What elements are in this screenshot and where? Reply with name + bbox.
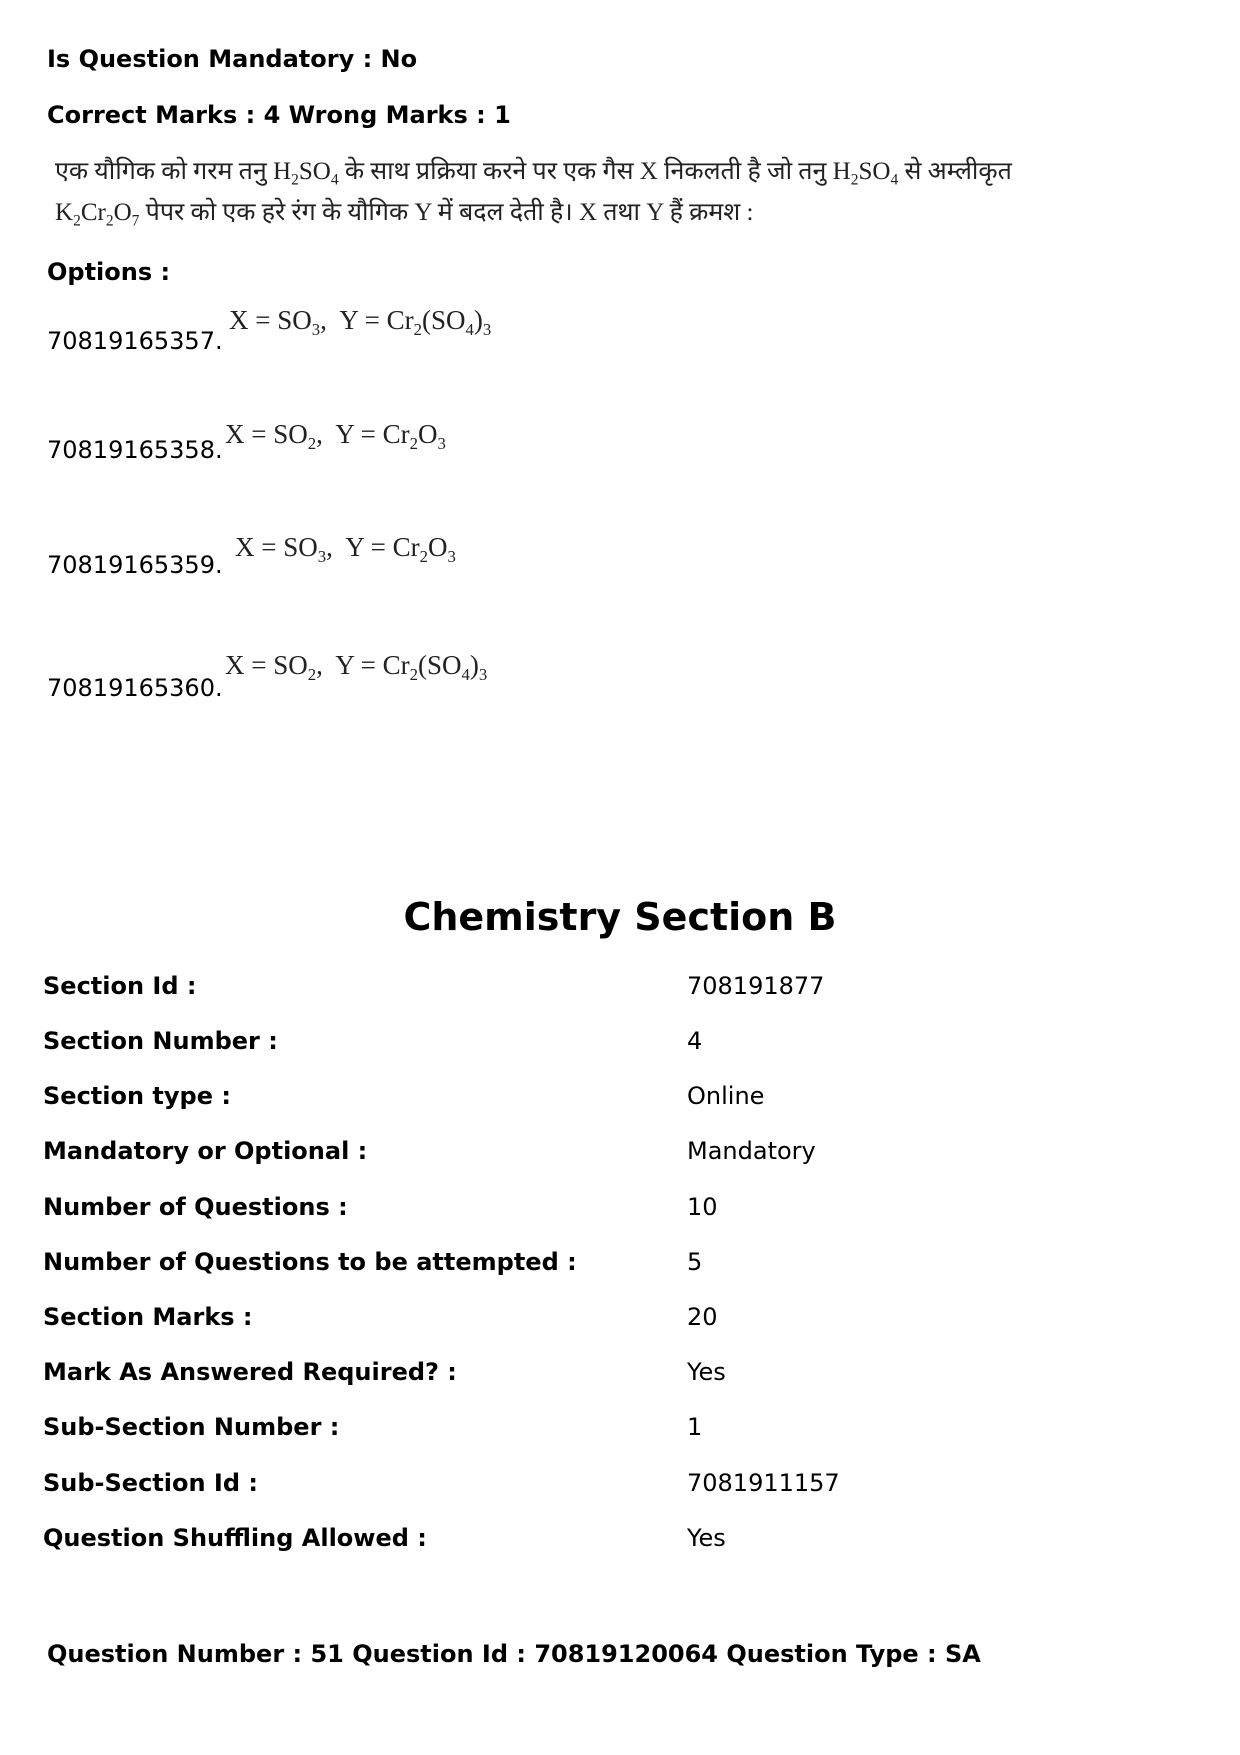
info-label: Mandatory or Optional : (43, 1137, 368, 1165)
info-value: 7081911157 (687, 1469, 840, 1497)
formula-y: Y = Cr (345, 532, 420, 562)
question-marks: Correct Marks : 4 Wrong Marks : 1 (47, 101, 511, 129)
options-label: Options : (47, 258, 171, 286)
formula-sub: 3 (437, 433, 446, 453)
formula-sub: 2 (409, 664, 418, 684)
question-text-line-1 (55, 152, 1012, 192)
option-id: 70819165358. (47, 436, 223, 464)
qtext-segment: SO (858, 158, 891, 185)
info-value: 5 (687, 1248, 703, 1276)
formula-sub: 3 (447, 546, 456, 566)
formula-y-rest: O (417, 419, 438, 449)
qtext-segment: O (113, 199, 132, 226)
info-label: Sub-Section Id : (43, 1469, 258, 1497)
option-id: 70819165357. (47, 327, 223, 355)
option-id: 70819165360. (47, 674, 223, 702)
formula-y-rest: (SO (417, 650, 462, 680)
formula-sub: 2 (307, 664, 317, 684)
option-formula: $X = SO_2$, $Y = Cr_2(SO_4)_3$ (225, 650, 488, 684)
qtext-sub: 2 (850, 171, 859, 189)
formula-sub: 3 (311, 319, 321, 339)
info-label: Section Marks : (43, 1303, 253, 1331)
formula-y-close: ) (473, 305, 483, 335)
formula-sub: 2 (419, 546, 428, 566)
info-value: 708191877 (687, 972, 825, 1000)
qtext-segment: SO (298, 158, 331, 185)
formula-sub: 3 (317, 546, 327, 566)
qtext-segment: से अम्लीकृत (898, 158, 1012, 185)
info-value: 1 (687, 1413, 703, 1441)
info-value: 10 (687, 1193, 718, 1221)
info-label: Section Number : (43, 1027, 278, 1055)
qtext-segment: के साथ प्रक्रिया करने पर एक गैस X निकलती है जो तनु H (338, 158, 851, 185)
info-label: Sub-Section Number : (43, 1413, 340, 1441)
option-formula: $X = SO_3$, $Y = Cr_2O_3$ (235, 532, 456, 566)
qtext-segment: Cr (80, 199, 106, 226)
info-label: Mark As Answered Required? : (43, 1358, 457, 1386)
formula-sub: 3 (482, 319, 492, 339)
qtext-segment: K (55, 199, 74, 226)
formula-y: Y = Cr (335, 419, 410, 449)
qtext-sub: 7 (131, 212, 140, 230)
qtext-sub: 2 (73, 212, 81, 230)
option-formula: $X = SO_3$, $Y = Cr_2(SO_4)_3$ (229, 305, 492, 339)
info-value: 20 (687, 1303, 718, 1331)
info-value: Yes (687, 1358, 726, 1386)
question-text-line-2 (55, 193, 754, 233)
formula-x: X = SO (229, 305, 312, 335)
formula-y: Y = Cr (335, 650, 410, 680)
formula-sub: 3 (478, 664, 488, 684)
info-value: Mandatory (687, 1137, 816, 1165)
qtext-sub: 2 (105, 212, 114, 230)
option-formula: $X = SO_2$, $Y = Cr_2O_3$ (225, 419, 446, 453)
question-mandatory: Is Question Mandatory : No (47, 45, 418, 73)
info-label: Section Id : (43, 972, 197, 1000)
option-id: 70819165359. (47, 551, 223, 579)
formula-x: X = SO (235, 532, 318, 562)
formula-sub: 4 (461, 664, 470, 684)
formula-y-rest: (SO (421, 305, 466, 335)
formula-sub: 2 (307, 433, 317, 453)
section-title: Chemistry Section B (403, 895, 837, 939)
qtext-sub: 4 (890, 171, 899, 189)
info-label: Number of Questions to be attempted : (43, 1248, 577, 1276)
formula-y: Y = Cr (339, 305, 414, 335)
formula-sub: 2 (409, 433, 418, 453)
info-label: Number of Questions : (43, 1193, 348, 1221)
formula-x: X = SO (225, 419, 308, 449)
info-value: Online (687, 1082, 765, 1110)
info-label: Section type : (43, 1082, 231, 1110)
info-value: 4 (687, 1027, 703, 1055)
qtext-segment: पेपर को एक हरे रंग के यौगिक Y में बदल देती है। X तथा Y हैं क्रमश : (139, 199, 754, 226)
info-value: Yes (687, 1524, 726, 1552)
formula-y-close: ) (469, 650, 479, 680)
formula-y-rest: O (427, 532, 448, 562)
formula-x: X = SO (225, 650, 308, 680)
next-question-header: Question Number : 51 Question Id : 70819120064 Question Type : SA (47, 1640, 981, 1668)
qtext-sub: 4 (330, 171, 339, 189)
info-label: Question Shuffling Allowed : (43, 1524, 427, 1552)
qtext-sub: 2 (291, 171, 299, 189)
formula-sub: 4 (465, 319, 474, 339)
formula-sub: 2 (413, 319, 422, 339)
qtext-segment: एक यौगिक को गरम तनु H (55, 158, 292, 185)
